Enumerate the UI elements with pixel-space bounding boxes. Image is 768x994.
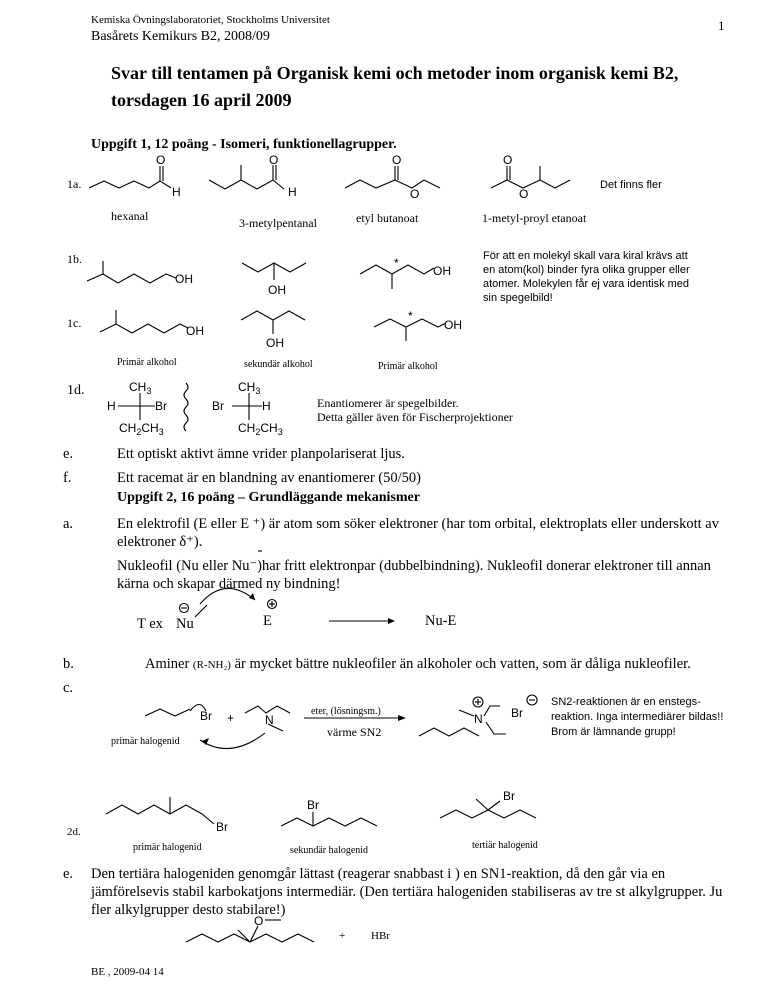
svg-text:CH3: $CH_3$ [129, 380, 152, 396]
c-conditions-bottom: värme SN2 [327, 725, 382, 739]
name-primar-alkohol-1: Primär alkohol [117, 357, 177, 368]
secondary-halide-structure [281, 798, 377, 826]
example-prefix: T ex [137, 616, 163, 632]
name-primar-alkohol-2: Primär alkohol [378, 361, 438, 372]
text-2b-formula: (R-NH₂) [192, 659, 231, 671]
alcohol-1b-2 [242, 263, 306, 297]
svg-text:OH: OH [266, 336, 284, 350]
label-e: e. [63, 446, 74, 462]
text-f: Ett racemat är en blandning av enantiomerer (50/50) [117, 470, 421, 486]
svg-text:Br: Br [511, 706, 523, 720]
product-label: Nu-E [425, 613, 457, 629]
plus-sign: + [339, 930, 346, 942]
svg-text:Br: Br [200, 709, 212, 723]
label-1b: 1b. [67, 252, 82, 266]
svg-text:O: O [254, 914, 264, 928]
e-label: E [263, 613, 272, 629]
name-primar-halogenid: primär halogenid [133, 842, 202, 853]
svg-text:CH2CH3: $CH_2CH_3$ [238, 421, 283, 437]
name-hexanal: hexanal [111, 209, 149, 223]
svg-text:CH2CH3: $CH_2CH_3$ [119, 421, 164, 437]
metylpentanal-structure [209, 153, 297, 199]
svg-text:N: N [474, 712, 483, 726]
svg-text:O: O [156, 153, 166, 167]
nucleophile-attack-diagram [180, 588, 396, 624]
header-institution: Kemiska Övningslaboratoriet, Stockholms Universitet [91, 14, 330, 26]
svg-text:OH: OH [175, 272, 193, 286]
hbr-label: HBr [371, 930, 390, 942]
name-sekundar-alkohol: sekundär alkohol [244, 359, 313, 370]
c-left-label: primär halogenid [111, 736, 180, 747]
svg-text:Br: Br [307, 798, 319, 812]
page-number: 1 [718, 18, 725, 33]
text-2e: Den tertiära halogeniden genomgår lättast (reagerar snabbast i ) en SN1-reaktion, då den går via en jämförelsevis stabil karbokatjons intermediär. (Den tertiära halogeniden stabiliseras av tre st alkylgrupper. Ju fler alkylgrupper desto stabilare!) [91, 866, 723, 918]
alcohol-1c-3 [374, 309, 462, 341]
svg-text:Br: Br [216, 820, 228, 834]
alcohol-1c-2 [241, 311, 305, 350]
label-2b: b. [63, 656, 74, 672]
alcohol-1b-1 [87, 261, 193, 286]
hexanal-structure [89, 153, 181, 199]
name-metylpropyl-etanoat: 1-metyl-proyl etanoat [482, 211, 587, 225]
primary-halide-structure [106, 797, 228, 834]
label-2a: a. [63, 516, 74, 532]
c-conditions-top: eter, (lösningsm.) [311, 706, 381, 717]
svg-text:H: H [107, 399, 116, 413]
svg-text:Br: Br [212, 399, 224, 413]
etyl-butanoat-structure [345, 153, 440, 201]
page-title: Svar till tentamen på Organisk kemi och metoder inom organisk kemi B2, torsdagen 16 april 2009 [111, 63, 679, 110]
footer: BE , 2009-04 14 [91, 966, 164, 978]
note-1b: För att en molekyl skall vara kiral krävs att en atom(kol) binder fyra olika grupper eller atomer. Molekylen får ej vara identisk med sin spegelbild! [483, 250, 690, 304]
svg-text:O: O [503, 153, 513, 167]
fischer-projection-left [107, 380, 167, 437]
svg-text:H: H [262, 399, 271, 413]
alcohol-1b-3 [360, 256, 451, 289]
task2-heading: Uppgift 2, 16 poäng – Grundläggande mekanismer [117, 490, 420, 505]
ether-structure [186, 914, 314, 942]
label-2e: e. [63, 866, 74, 882]
header-course: Basårets Kemikurs B2, 2008/09 [91, 29, 270, 44]
label-1a: 1a. [67, 177, 82, 191]
label-f: f. [63, 470, 72, 486]
label-2d: 2d. [67, 826, 81, 838]
task1-heading: Uppgift 1, 12 poäng - Isomeri, funktionellagrupper. [91, 137, 397, 152]
alcohol-1c-1 [100, 310, 204, 338]
note-1d-line1: Enantiomerer är spegelbilder. [317, 396, 459, 410]
svg-text:OH: OH [433, 264, 451, 278]
label-1c: 1c. [67, 316, 82, 330]
text-2b-pre: Aminer [145, 656, 190, 672]
text-2a-1: En elektrofil (E eller E ⁺) är atom som söker elektroner (har tom orbital, elektroplats eller underskott av elektroner δ⁺). [117, 516, 719, 550]
svg-text:OH: OH [186, 324, 204, 338]
svg-text:+: + [227, 711, 235, 725]
c-note: SN2-reaktionen är en enstegs-reaktion. Inga intermediärer bildas!! Brom är lämnande grupp! [551, 696, 724, 738]
svg-text:OH: OH [444, 318, 462, 332]
text-e: Ett optiskt aktivt ämne vrider planpolariserat ljus. [117, 446, 405, 462]
name-3-metylpentanal: 3-metylpentanal [239, 216, 317, 230]
svg-text:CH3: $CH_3$ [238, 380, 261, 396]
text-2a-2: Nukleofil (Nu eller Nu⁻)har fritt elektronpar (dubbelbindning). Nukleofil donerar elektroner till annan kärna och skapar därmed ny bindning! [117, 558, 711, 592]
name-tertiar-halogenid: tertiär halogenid [472, 840, 538, 851]
svg-text:N: N [265, 713, 274, 727]
svg-text:O: O [392, 153, 402, 167]
svg-text:*: * [408, 309, 413, 323]
mirror-plane-icon [184, 383, 188, 431]
tertiary-halide-structure [440, 789, 536, 818]
svg-text:H: H [288, 185, 297, 199]
note-1a: Det finns fler [600, 179, 662, 191]
svg-text:O: O [519, 187, 529, 201]
fischer-projection-right [212, 380, 283, 437]
label-2c: c. [63, 680, 74, 696]
svg-text:O: O [410, 187, 420, 201]
svg-text:Br: Br [155, 399, 167, 413]
svg-text:Br: Br [503, 789, 515, 803]
nu-label: Nu [176, 616, 194, 632]
svg-text:*: * [394, 256, 399, 270]
svg-text:O: O [269, 153, 279, 167]
label-1d: 1d. [67, 383, 85, 398]
text-2b-post: är mycket bättre nukleofiler än alkoholer och vatten, som är dåliga nukleofiler. [234, 656, 691, 672]
name-sekundar-halogenid: sekundär halogenid [290, 845, 369, 856]
svg-text:H: H [172, 185, 181, 199]
svg-text:OH: OH [268, 283, 286, 297]
name-etyl-butanoat: etyl butanoat [356, 211, 419, 225]
metylpropyl-etanoat-structure [491, 153, 570, 201]
sn2-reaction-diagram [145, 695, 537, 749]
note-1d-line2: Detta gäller även för Fischerprojektioner [317, 410, 513, 424]
